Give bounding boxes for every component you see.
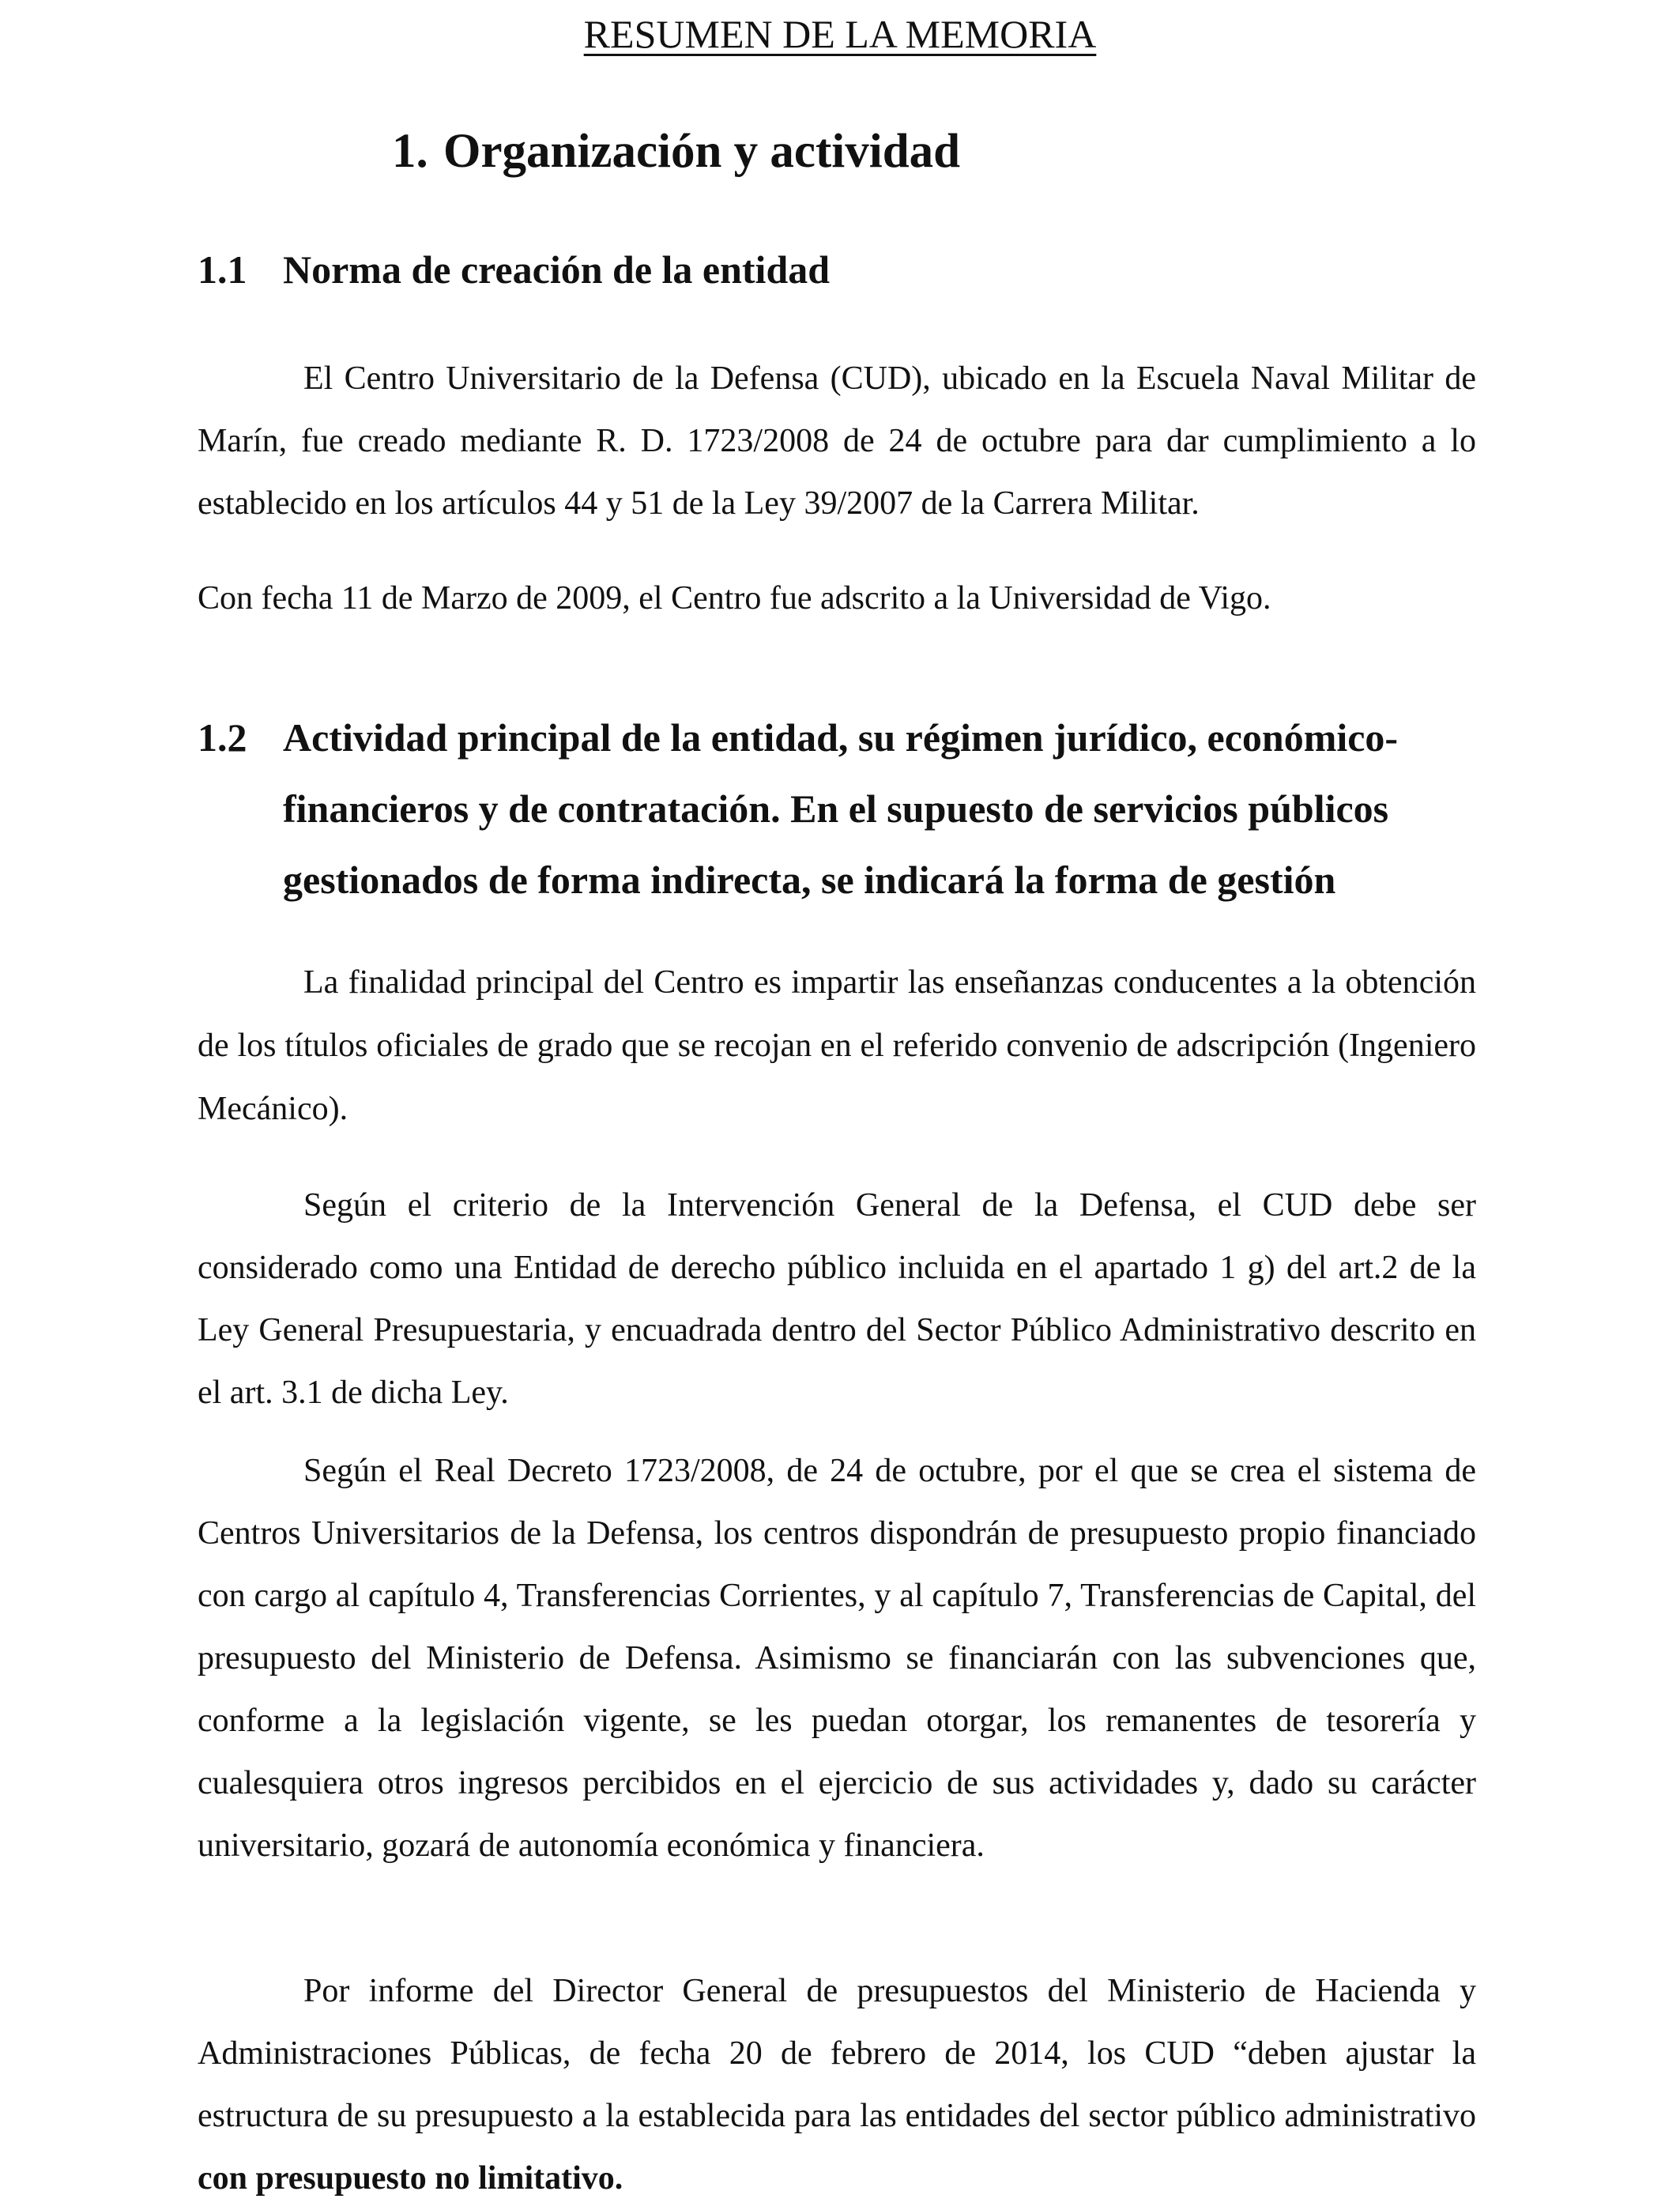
section-1-title: Organización y actividad — [443, 125, 961, 178]
section-1-2-heading — [198, 702, 1478, 915]
paragraph-funding: Según el Real Decreto 1723/2008, de 24 de octubre, por el que se crea el sistema de Centros Universitarios de la Defensa, los centros dispondrán de presupuesto propio financiado con cargo al capítulo 4, Transferencias Corrientes, y al capítulo 7, Transferencias de Capital, del presupuesto del Ministerio de Defensa. Asimismo se financiarán con las subvenciones que, conforme a la legislación vigente, se les puedan otorgar, los remanentes de tesorería y cualesquiera otros ingresos percibidos en el ejercicio de sus actividades y, dado su carácter universitario, gozará de autonomía económica y financiera. — [198, 1453, 1476, 1864]
section-1-1-title: Norma de creación de la entidad — [283, 247, 831, 292]
document-title — [0, 6, 1680, 62]
paragraph-legal-status: Según el criterio de la Intervención General de la Defensa, el CUD debe ser considerado como una Entidad de derecho público incluida en el apartado 1 g) del art.2 de la Ley General Presupuestaria, y encuadrada dentro del Sector Público Administrativo descrito en el art. 3.1 de dicha Ley. — [198, 1187, 1476, 1411]
paragraph-adscription: Con fecha 11 de Marzo de 2009, el Centro fue adscrito a la Universidad de Vigo. — [198, 580, 1271, 617]
section-1-2-number: 1.2 — [198, 715, 247, 760]
section-1-1-number: 1.1 — [198, 247, 247, 292]
paragraph-budget-report-bold: con presupuesto no limitativo. — [198, 2160, 623, 2197]
section-1-1-heading — [198, 242, 830, 297]
section-1-number: 1. — [392, 125, 428, 178]
paragraph-main-purpose: La finalidad principal del Centro es impartir las enseñanzas conducentes a la obtención de los títulos oficiales de grado que se recojan en el referido convenio de adscripción (Ingeniero Mecánico). — [198, 964, 1476, 1127]
paragraph-budget-report — [198, 1960, 1476, 2210]
paragraph-creation: El Centro Universitario de la Defensa (CUD), ubicado en la Escuela Naval Militar de Marín, fue creado mediante R. D. 1723/2008 de 24 de octubre para dar cumplimiento a lo establecido en los artículos 44 y 51 de la Ley 39/2007 de la Carrera Militar. — [198, 360, 1476, 522]
section-1-heading — [392, 120, 960, 183]
paragraph-budget-report-text: Por informe del Director General de presupuestos del Ministerio de Hacienda y Administraciones Públicas, de fecha 20 de febrero de 2014, los CUD “deben ajustar la estructura de su presupuesto a la establecida para las entidades del sector público administrativo — [198, 1973, 1476, 2134]
document-title-text: RESUMEN DE LA MEMORIA — [583, 12, 1097, 56]
section-1-2-title: Actividad principal de la entidad, su régimen jurídico, económico-financieros y de contratación. En el supuesto de servicios públicos gestionados de forma indirecta, se indicará la forma de gestión — [283, 715, 1399, 902]
